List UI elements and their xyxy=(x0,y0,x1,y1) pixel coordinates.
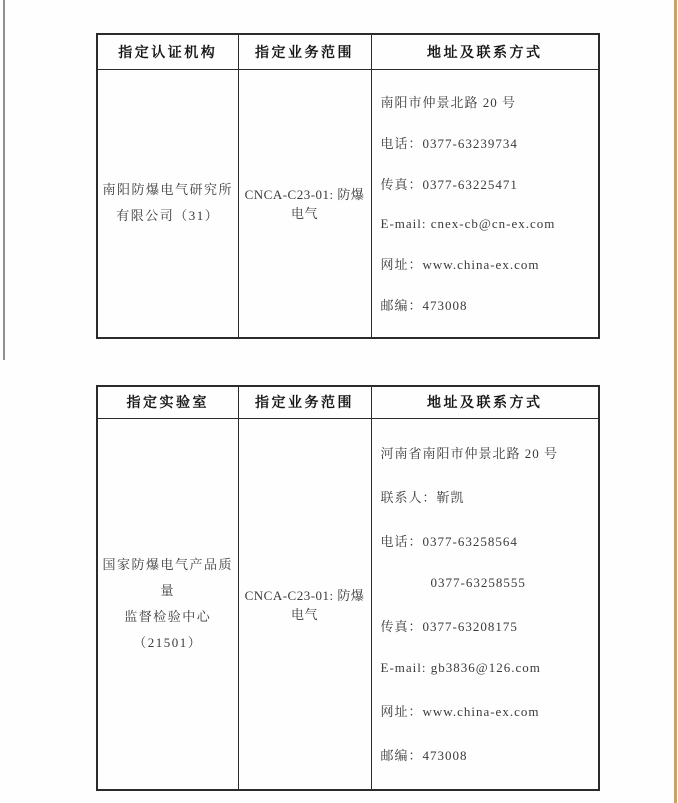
phone-line: 电话：0377-63258564 xyxy=(380,534,518,550)
website-line: 网址：www.china-ex.com xyxy=(380,256,540,272)
contact-info-cell xyxy=(371,418,599,790)
column-header-business-scope: 指定业务范围 xyxy=(238,386,371,418)
laboratory-table xyxy=(96,385,600,791)
left-margin-rule xyxy=(3,0,5,360)
contact-info-cell xyxy=(371,69,599,338)
contact-info-stack xyxy=(372,70,599,337)
certification-body-table xyxy=(96,33,600,339)
email-line: E-mail: gb3836@126.com xyxy=(380,659,541,675)
column-header-certification-body: 指定认证机构 xyxy=(97,34,238,69)
postcode-line: 邮编：473008 xyxy=(380,747,468,763)
business-scope-cell: CNCA-C23-01: 防爆电气 xyxy=(238,418,371,790)
fax-line: 传真：0377-63225471 xyxy=(380,177,518,193)
organization-name-line: 国家防爆电气产品质量 xyxy=(102,556,233,598)
email-line: E-mail: cnex-cb@cn-ex.com xyxy=(380,215,556,231)
organization-name-line: 监督检验中心（21501） xyxy=(124,608,212,650)
phone-line-2: 0377-63258555 xyxy=(430,575,526,590)
column-header-business-scope: 指定业务范围 xyxy=(238,34,371,69)
fax-line: 传真：0377-63208175 xyxy=(380,618,518,634)
column-header-laboratory: 指定实验室 xyxy=(97,386,238,418)
organization-name-cell xyxy=(97,418,238,790)
table-row xyxy=(97,69,599,338)
contact-person-line: 联系人：靳凯 xyxy=(380,490,465,506)
contact-info-stack xyxy=(372,419,599,789)
column-header-address-contact: 地址及联系方式 xyxy=(371,34,599,69)
right-margin-rule xyxy=(674,0,677,803)
table-header-row xyxy=(97,34,599,69)
address-line: 南阳市仲景北路 20 号 xyxy=(380,94,517,110)
postcode-line: 邮编：473008 xyxy=(380,298,468,314)
phone-line: 电话：0377-63239734 xyxy=(380,136,518,152)
website-line: 网址：www.china-ex.com xyxy=(380,703,540,719)
table-header-row xyxy=(97,386,599,418)
organization-name-cell xyxy=(97,69,238,338)
organization-name-line: 有限公司（31） xyxy=(116,208,220,223)
column-header-address-contact: 地址及联系方式 xyxy=(371,386,599,418)
address-line: 河南省南阳市仲景北路 20 号 xyxy=(380,446,559,462)
business-scope-cell: CNCA-C23-01: 防爆电气 xyxy=(238,69,371,338)
organization-name-line: 南阳防爆电气研究所 xyxy=(102,182,233,197)
table-row xyxy=(97,418,599,790)
